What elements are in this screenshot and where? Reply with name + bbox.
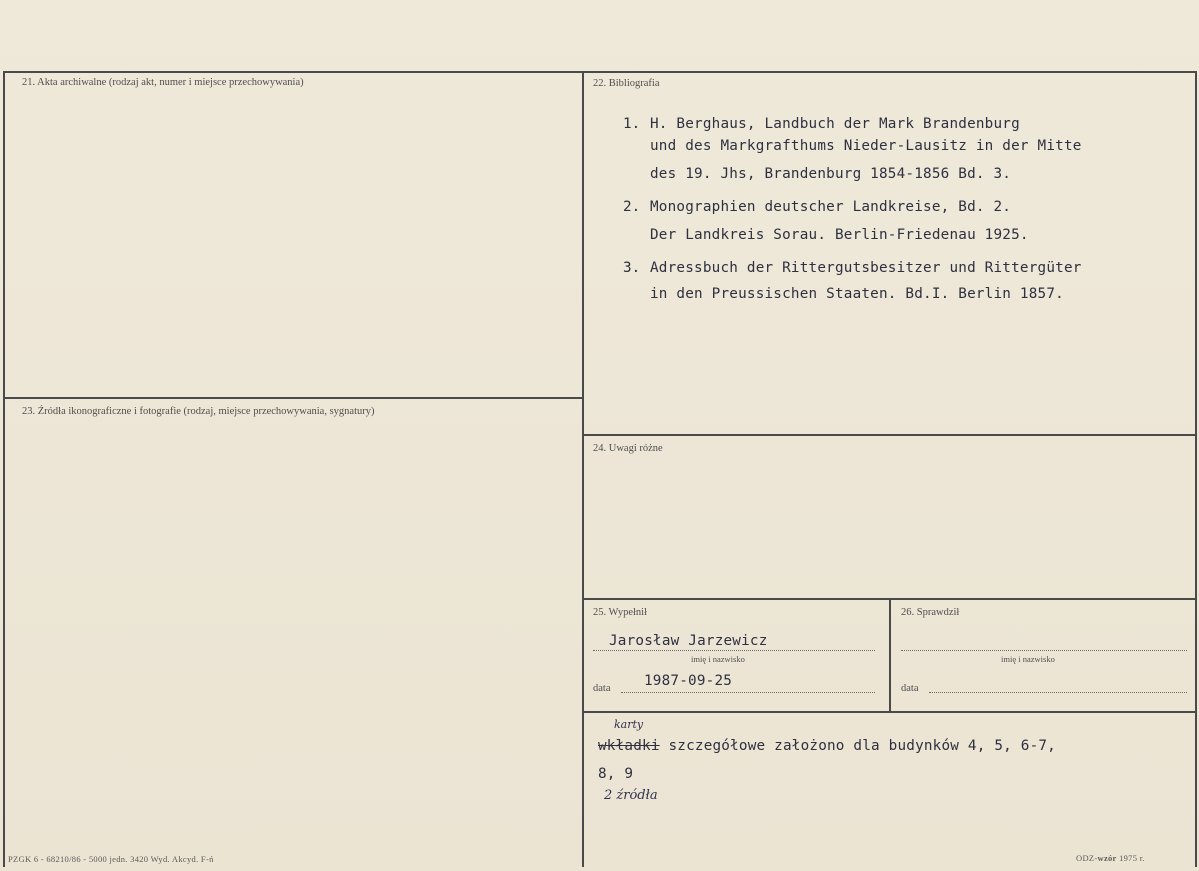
bib-item-2-line-1: Monographien deutscher Landkreise, Bd. 2. [650, 199, 1012, 215]
checked-by-name-line [901, 650, 1187, 651]
checked-by-date-label: data [901, 683, 919, 694]
handwritten-note: 2 źródła [604, 788, 658, 803]
filled-by-name-caption: imię i nazwisko [691, 654, 745, 664]
bib-item-3-number: 3. [623, 260, 641, 276]
section-21-label: 21. Akta archiwalne (rodzaj akt, numer i miejsce przechowywania) [22, 77, 304, 88]
print-info: PZGK 6 - 68210/86 - 5000 jedn. 3420 Wyd. Akcyd. F-ń [8, 854, 214, 864]
bib-item-1-line-2: und des Markgrafthums Nieder-Lausitz in der Mitte [650, 138, 1082, 154]
form-info-prefix: ODZ- [1076, 853, 1098, 863]
section-24-label: 24. Uwagi różne [593, 443, 663, 454]
form-info-bold: wzór [1097, 853, 1117, 863]
left-section-divider [3, 397, 583, 399]
filled-by-name: Jarosław Jarzewicz [609, 633, 768, 649]
bib-item-1-line-3: des 19. Jhs, Brandenburg 1854-1856 Bd. 3. [650, 166, 1012, 182]
filled-by-name-line [593, 650, 875, 651]
section-23-label: 23. Źródła ikonograficzne i fotografie (rodzaj, miejsce przechowywania, sygnatury) [22, 406, 375, 417]
center-divider [582, 71, 584, 867]
form-info [1076, 853, 1145, 863]
section-26-label: 26. Sprawdził [901, 607, 960, 618]
handwritten-correction: karty [614, 718, 644, 731]
bib-item-2-line-2: Der Landkreis Sorau. Berlin-Friedenau 1925. [650, 227, 1029, 243]
section-22-label: 22. Bibliografia [593, 78, 660, 89]
right-border [1195, 71, 1197, 867]
checked-by-name-caption: imię i nazwisko [1001, 654, 1055, 664]
filled-by-date-line [621, 692, 875, 693]
right-section-divider-3 [583, 711, 1197, 713]
bib-item-3-line-2: in den Preussischen Staaten. Bd.I. Berlin 1857. [650, 286, 1064, 302]
section-25-label: 25. Wypełnił [593, 607, 648, 618]
notes-line-2: 8, 9 [598, 766, 634, 782]
top-rule [3, 71, 1196, 73]
form-info-suffix: 1975 r. [1116, 853, 1145, 863]
bib-item-1-line-1: H. Berghaus, Landbuch der Mark Brandenburg [650, 116, 1020, 132]
checked-by-date-line [929, 692, 1187, 693]
notes-line-1-text: szczegółowe założono dla budynków 4, 5, 6-7, [659, 738, 1056, 754]
struck-word: wkładki [598, 738, 660, 754]
bib-item-2-number: 2. [623, 199, 641, 215]
filled-by-date: 1987-09-25 [644, 673, 733, 689]
left-border [3, 71, 5, 867]
filled-by-date-label: data [593, 683, 611, 694]
bib-item-1-number: 1. [623, 116, 641, 132]
notes-line-1 [598, 738, 1056, 754]
signature-divider [889, 598, 891, 712]
bib-item-3-line-1: Adressbuch der Rittergutsbesitzer und Rittergüter [650, 260, 1082, 276]
right-section-divider-1 [583, 434, 1197, 436]
